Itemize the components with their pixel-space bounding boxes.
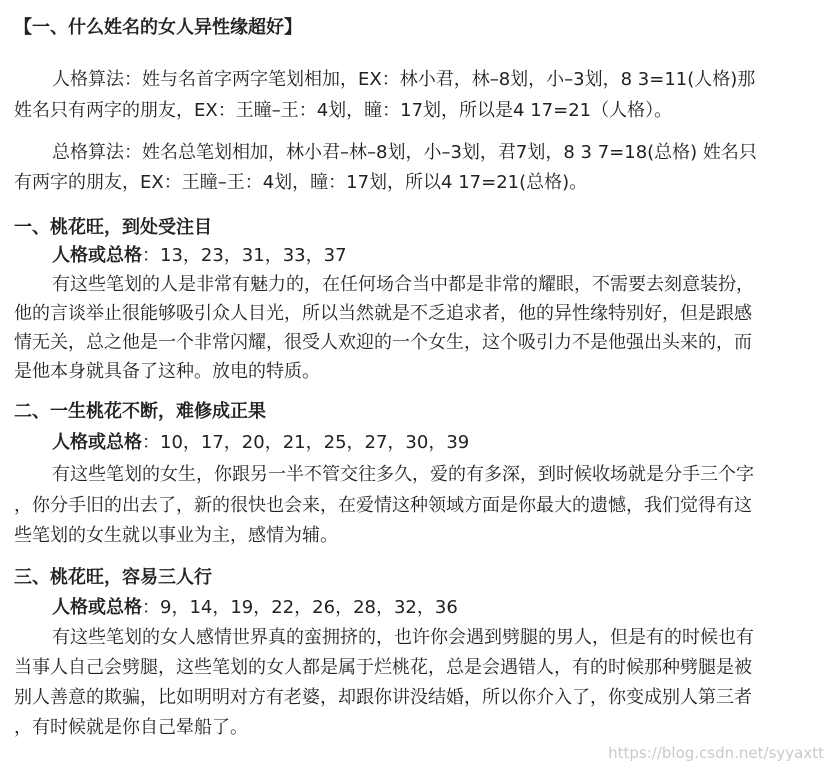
numbers-label: 人格或总格 bbox=[52, 245, 142, 266]
numbers-line bbox=[52, 593, 458, 623]
zongge-rule-line: 有两字的朋友，EX：王瞳–王：4划，瞳：17划，所以4 17=21(总格)。 bbox=[14, 172, 588, 193]
numbers-line bbox=[52, 241, 347, 271]
numbers-label: 人格或总格 bbox=[52, 432, 142, 453]
body-line: 有这些笔划的人是非常有魅力的，在任何场合当中都是非常的耀眼，不需要去刻意装扮， bbox=[52, 274, 754, 295]
zongge-rule-line: 总格算法：姓名总笔划相加，林小君–林–8划，小–3划，君7划，8 3 7=18(总格) 姓名只 bbox=[52, 142, 757, 163]
numbers-label: 人格或总格 bbox=[52, 597, 142, 618]
body-line: 情无关，总之他是一个非常闪耀，很受人欢迎的一个女生，这个吸引力不是他强出头来的，而 bbox=[14, 332, 752, 353]
numbers-values: ：10，17，20，21，25，27，30，39 bbox=[142, 432, 470, 453]
body-line: ，你分手旧的出去了，新的很快也会来，在爱情这种领域方面是你最大的遗憾，我们觉得有这 bbox=[14, 495, 752, 516]
article-title: 【一、什么姓名的女人异性缘超好】 bbox=[14, 17, 302, 38]
watermark: https://blog.csdn.net/syyaxtt bbox=[608, 744, 824, 762]
body-line: 他的言谈举止很能够吸引众人目光，所以当然就是不乏追求者，他的异性缘特别好，但是跟感 bbox=[14, 303, 752, 324]
renge-rule-line: 人格算法：姓与名首字两字笔划相加，EX：林小君，林–8划，小–3划，8 3=11(人格)那 bbox=[52, 69, 756, 90]
body-line: 是他本身就具备了这种。放电的特质。 bbox=[14, 361, 320, 382]
body-line: 别人善意的欺骗，比如明明对方有老婆，却跟你讲没结婚，所以你介入了，你变成别人第三者 bbox=[14, 687, 752, 708]
body-line: ，有时候就是你自己晕船了。 bbox=[14, 717, 248, 738]
section-heading: 一、桃花旺，到处受注目 bbox=[14, 217, 212, 238]
body-line: 些笔划的女生就以事业为主，感情为辅。 bbox=[14, 525, 338, 546]
section-heading: 二、一生桃花不断，难修成正果 bbox=[14, 401, 266, 422]
body-line: 当事人自己会劈腿，这些笔划的女人都是属于烂桃花，总是会遇错人，有的时候那种劈腿是被 bbox=[14, 657, 752, 678]
numbers-line bbox=[52, 428, 469, 458]
numbers-values: ：9，14，19，22，26，28，32，36 bbox=[142, 597, 458, 618]
body-line: 有这些笔划的女人感情世界真的蛮拥挤的，也许你会遇到劈腿的男人，但是有的时候也有 bbox=[52, 627, 754, 648]
renge-rule-line: 姓名只有两字的朋友，EX：王瞳–王：4划，瞳：17划，所以是4 17=21（人格）。 bbox=[14, 100, 673, 121]
section-heading: 三、桃花旺，容易三人行 bbox=[14, 567, 212, 588]
numbers-values: ：13，23，31，33，37 bbox=[142, 245, 347, 266]
body-line: 有这些笔划的女生，你跟另一半不管交往多久，爱的有多深，到时候收场就是分手三个字 bbox=[52, 464, 754, 485]
